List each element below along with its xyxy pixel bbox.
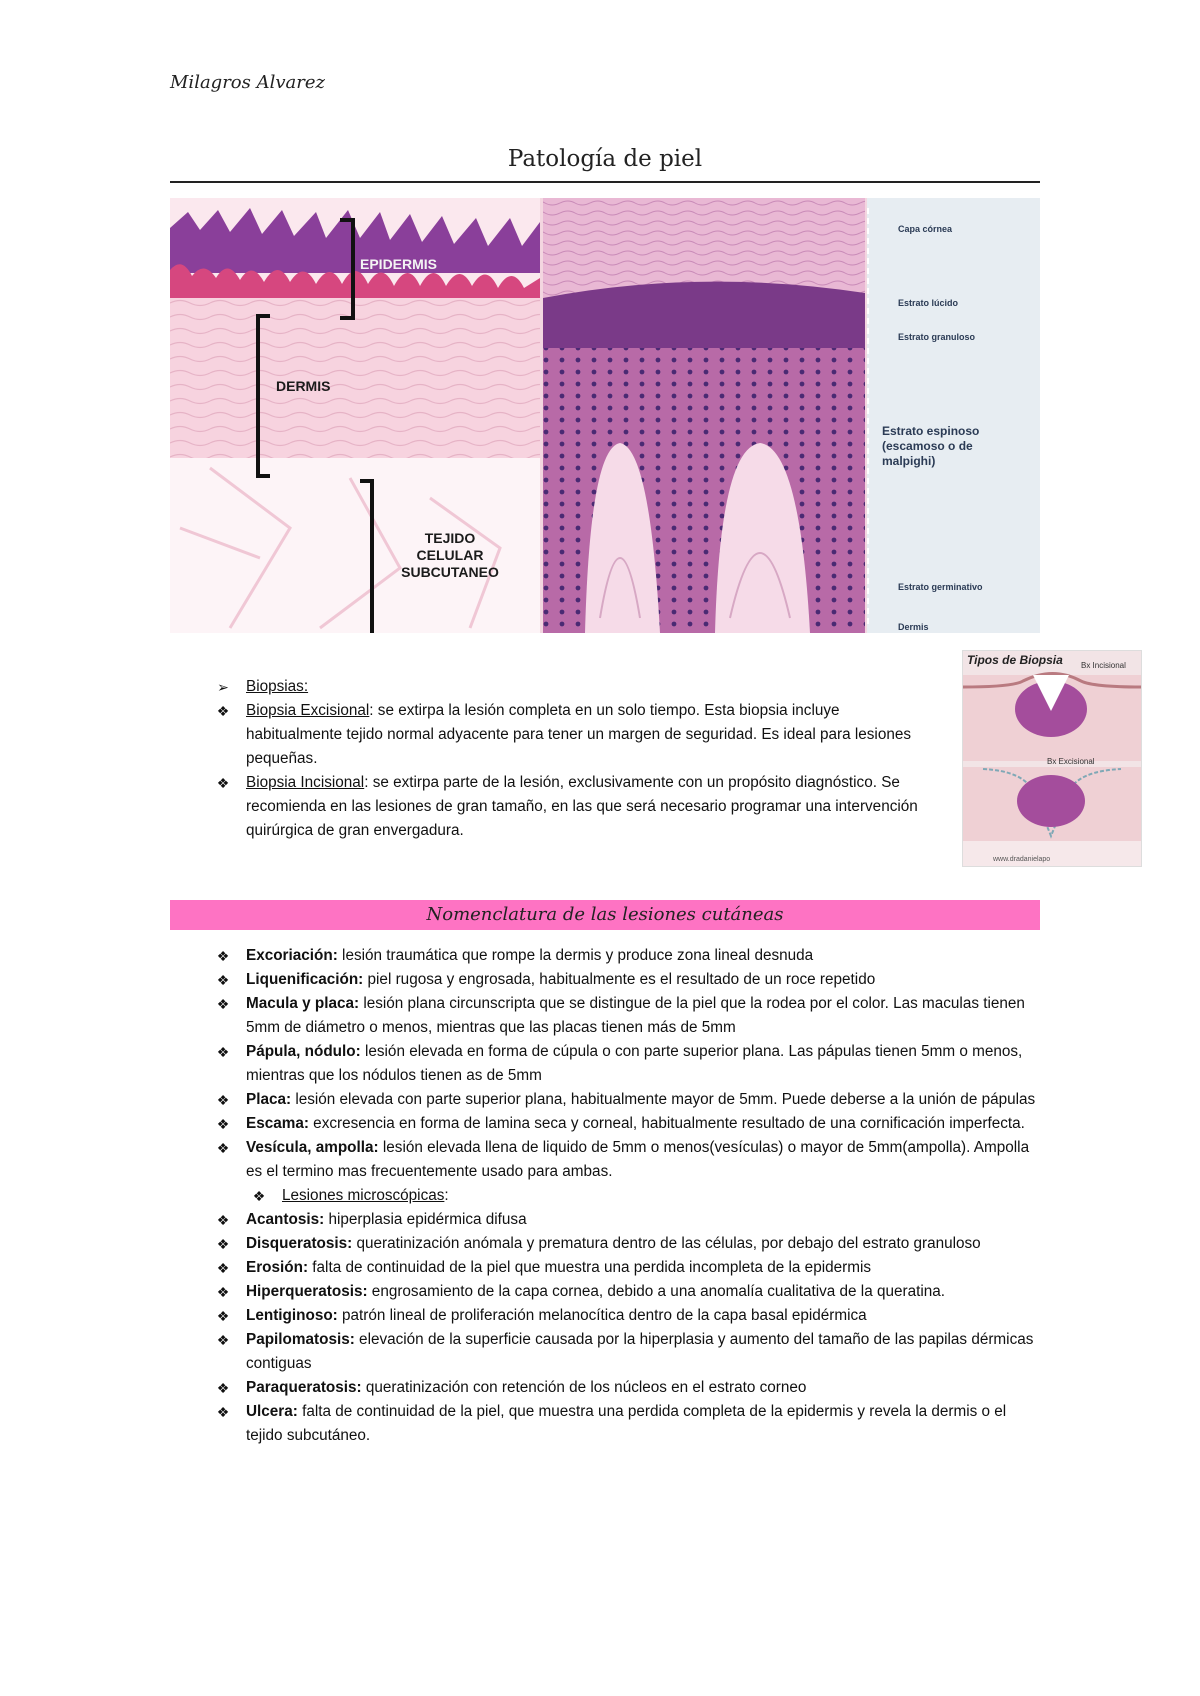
list-item [212, 1088, 1037, 1112]
diamond-bullet-icon: ❖ [216, 1284, 230, 1300]
label-espinoso-line3: malpighi) [882, 454, 936, 468]
micro-text: falta de continuidad de la piel, que muestra una perdida completa de la epidermis y revela la dermis o el tejido subcutáneo. [246, 1403, 1007, 1444]
micro-term: Acantosis: [246, 1211, 325, 1228]
nomenclatura-heading-band [170, 900, 1040, 930]
micro-text: falta de continuidad de la piel que muestra una perdida incompleta de la epidermis [308, 1259, 871, 1276]
biopsias-heading: Biopsias: [246, 678, 309, 695]
diamond-bullet-icon: ❖ [216, 1260, 230, 1276]
lesion-term: Escama: [246, 1115, 309, 1132]
micro-term: Paraqueratosis: [246, 1379, 362, 1396]
lesiones-microscopicas-heading-item [212, 1184, 1037, 1208]
arrow-bullet-icon: ➢ [217, 679, 229, 695]
micro-term: Erosión: [246, 1259, 309, 1276]
list-item [212, 1208, 1037, 1232]
nomenclatura-list [212, 944, 1037, 1448]
biopsias-heading-item [212, 675, 927, 699]
diamond-bullet-icon: ❖ [216, 775, 230, 791]
label-epidermis: EPIDERMIS [360, 256, 438, 272]
micro-term: Disqueratosis: [246, 1235, 353, 1252]
biopsia-excisional-term: Biopsia Excisional [246, 702, 370, 719]
micro-term: Hiperqueratosis: [246, 1283, 368, 1300]
micro-term: Lentiginoso: [246, 1307, 338, 1324]
list-item [212, 1112, 1037, 1136]
biopsy-figure-url: www.dradanielapo [993, 856, 1051, 863]
biopsia-excisional-text: : se extirpa la lesión completa en un solo tiempo. Esta biopsia incluye habitualmente tejido normal adyacente para tener un margen de seguridad. Es ideal para lesiones pequeñas. [246, 702, 911, 767]
diamond-bullet-icon: ❖ [216, 1308, 230, 1324]
lesion-text: excresencia en forma de lamina seca y corneal, habitualmente resultado de una cornificación imperfecta. [308, 1115, 1025, 1132]
diamond-bullet-icon: ❖ [216, 996, 230, 1012]
skin-histology-figure [170, 198, 1040, 633]
list-item [212, 944, 1037, 968]
diamond-bullet-icon: ❖ [216, 1092, 230, 1108]
lesion-text: lesión elevada en forma de cúpula o con parte superior plana. Las pápulas tienen 5mm o menos, mientras que los nódulos tienen as de 5mm [246, 1043, 1023, 1084]
biopsia-incisional-term: Biopsia Incisional [246, 774, 365, 791]
label-estrato-granuloso: Estrato granuloso [898, 332, 976, 342]
label-dermis: DERMIS [276, 378, 331, 394]
lesion-term: Vesícula, ampolla: [246, 1139, 379, 1156]
list-item [212, 992, 1037, 1040]
list-item [212, 1376, 1037, 1400]
list-item [212, 1040, 1037, 1088]
diamond-bullet-icon: ❖ [216, 1332, 230, 1348]
biopsy-figure-title: Tipos de Biopsia [967, 653, 1063, 667]
label-subcutaneo [394, 530, 506, 581]
diamond-bullet-icon: ❖ [216, 972, 230, 988]
title-divider [170, 181, 1040, 183]
page-title: Patología de piel [507, 146, 703, 172]
list-item [212, 1304, 1037, 1328]
micro-text: patrón lineal de proliferación melanocítica dentro de la capa basal epidérmica [337, 1307, 867, 1324]
lesion-term: Pápula, nódulo: [246, 1043, 361, 1060]
diamond-bullet-icon: ❖ [216, 1212, 230, 1228]
list-item [212, 1280, 1037, 1304]
biopsia-incisional-text: : se extirpa parte de la lesión, exclusivamente con un propósito diagnóstico. Se recomienda en las lesiones de gran tamaño, en las que será necesario programar una intervención quirúrgica de gran envergadura. [246, 774, 918, 839]
label-espinoso-line1: Estrato espinoso [882, 424, 980, 438]
list-item [212, 968, 1037, 992]
list-item [212, 1256, 1037, 1280]
biopsy-types-figure [962, 650, 1142, 867]
lesion-text: lesión elevada llena de liquido de 5mm o menos(vesículas) o mayor de 5mm(ampolla). Ampolla es el termino mas frecuentemente usado para ambas. [246, 1139, 1030, 1180]
lesion-term: Excoriación: [246, 947, 338, 964]
label-capa-cornea: Capa córnea [898, 224, 953, 234]
biopsias-list [212, 675, 927, 843]
label-estrato-germinativo: Estrato germinativo [898, 582, 983, 592]
lesion-text: lesión elevada con parte superior plana, habitualmente mayor de 5mm. Puede deberse a la unión de pápulas [291, 1091, 1036, 1108]
label-subcutaneo-line1: TEJIDO [424, 530, 476, 546]
label-subcutaneo-line3: SUBCUTANEO [401, 564, 499, 580]
list-item [212, 1400, 1037, 1448]
micro-text: queratinización anómala y prematura dentro de las células, por debajo del estrato granuloso [352, 1235, 981, 1252]
micro-text: queratinización con retención de los núcleos en el estrato corneo [361, 1379, 807, 1396]
diamond-bullet-icon: ❖ [216, 1140, 230, 1156]
biopsy-tag-excisional: Bx Excisional [1047, 757, 1095, 766]
label-dermis-side: Dermis [898, 622, 929, 632]
label-estrato-lucido: Estrato lúcido [898, 298, 959, 308]
list-item [212, 1232, 1037, 1256]
diamond-bullet-icon: ❖ [216, 703, 230, 719]
lesion-term: Macula y placa: [246, 995, 360, 1012]
label-subcutaneo-line2: CELULAR [416, 547, 484, 563]
histology-illustration [170, 198, 1040, 633]
lesiones-microscopicas-heading: Lesiones microscópicas [282, 1187, 445, 1204]
lesiones-microscopicas-colon: : [444, 1187, 449, 1204]
list-item [212, 1328, 1037, 1376]
micro-term: Papilomatosis: [246, 1331, 355, 1348]
lesion-text: piel rugosa y engrosada, habitualmente es el resultado de un roce repetido [363, 971, 876, 988]
list-item [212, 771, 927, 843]
diamond-bullet-icon: ❖ [216, 1236, 230, 1252]
diamond-bullet-icon: ❖ [216, 1380, 230, 1396]
diamond-bullet-icon: ❖ [252, 1188, 266, 1204]
list-item [212, 1136, 1037, 1184]
nomenclatura-heading: Nomenclatura de las lesiones cutáneas [426, 904, 784, 925]
biopsy-tag-incisional: Bx Incisional [1081, 661, 1126, 670]
micro-text: elevación de la superficie causada por la hiperplasia y aumento del tamaño de las papilas dérmicas contiguas [246, 1331, 1034, 1372]
lesion-term: Liquenificación: [246, 971, 364, 988]
diamond-bullet-icon: ❖ [216, 1404, 230, 1420]
micro-text: engrosamiento de la capa cornea, debido a una anomalía cualitativa de la queratina. [367, 1283, 945, 1300]
list-item [212, 699, 927, 771]
label-estrato-espinoso [882, 424, 979, 469]
diamond-bullet-icon: ❖ [216, 1044, 230, 1060]
micro-text: hiperplasia epidérmica difusa [324, 1211, 527, 1228]
lesion-text: lesión traumática que rompe la dermis y produce zona lineal desnuda [337, 947, 814, 964]
lesion-text: lesión plana circunscripta que se distingue de la piel que la rodea por el color. Las maculas tienen 5mm de diámetro o menos, mientras que las placas tienen más de 5mm [246, 995, 1025, 1036]
diamond-bullet-icon: ❖ [216, 948, 230, 964]
lesion-term: Placa: [246, 1091, 292, 1108]
micro-term: Ulcera: [246, 1403, 298, 1420]
author-name: Milagros Alvarez [170, 72, 325, 93]
label-espinoso-line2: (escamoso o de [882, 439, 973, 453]
diamond-bullet-icon: ❖ [216, 1116, 230, 1132]
